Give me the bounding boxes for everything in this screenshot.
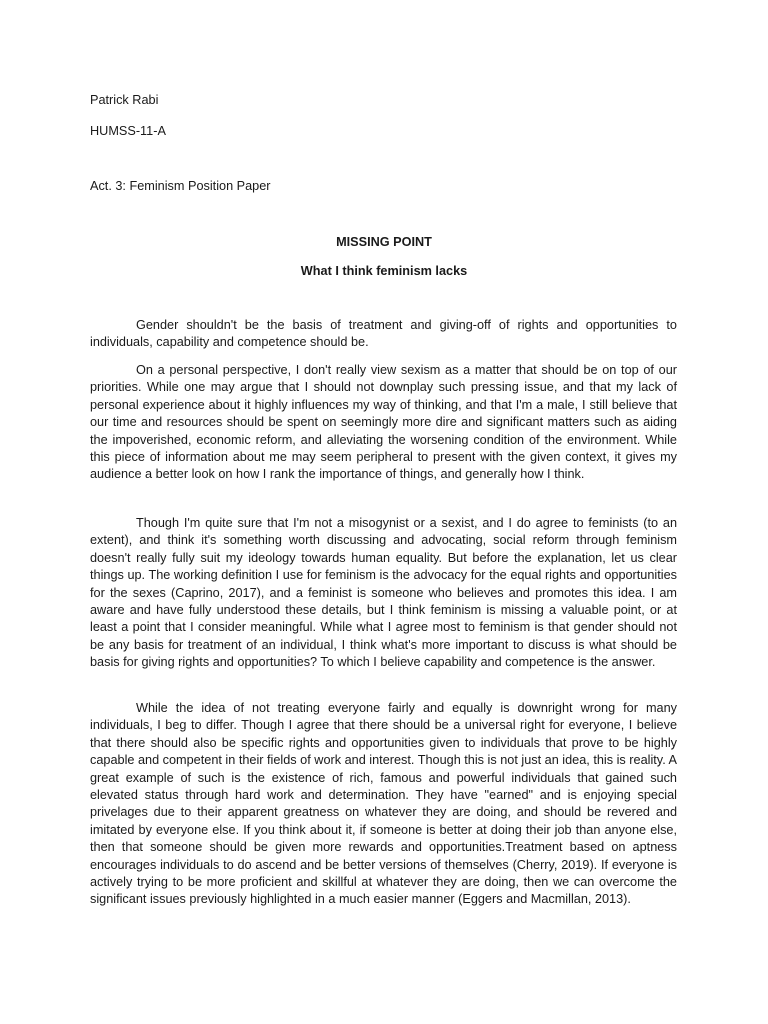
paper-title: MISSING POINT (336, 235, 432, 249)
class-section: HUMSS-11-A (90, 124, 166, 138)
paper-subtitle: What I think feminism lacks (300, 264, 468, 278)
body-paragraph: Gender shouldn't be the basis of treatment and giving-off of rights and opportunities to individuals, capability and competence should be. (90, 318, 677, 350)
author-name: Patrick Rabi (90, 93, 159, 107)
activity-title: Act. 3: Feminism Position Paper (90, 179, 271, 193)
body-paragraph: On a personal perspective, I don't really view sexism as a matter that should be on top of our priorities. While one may argue that I should not downplay such pressing issue, and that my lack of personal experience about it highly influences my way of thinking, and that I'm a male, I still believe that our time and resources should be spent on seemingly more dire and significant matters such as aiding the impoverished, economic reform, and alleviating the worsening condition of the environment. While this piece of information about me may seem peripheral to present with the given context, it gives my audience a better look on how I rank the importance of things, and generally how I think. (90, 363, 677, 482)
body-paragraph: While the idea of not treating everyone fairly and equally is downright wrong for many individuals, I beg to differ. Though I agree that there should be a universal right for everyone, I believe that there should also be specific rights and opportunities given to individuals that prove to be highly capable and competent in their fields of work and interest. Though this is not just an idea, this is reality. A great example of such is the existence of rich, famous and powerful individuals that gained such elevated status through hard work and determination. They have "earned" and is enjoying special privelages due to their apparent greatness on whatever they are doing, and should be revered and imitated by everyone else. If you think about it, if someone is better at doing their job than anyone else, then that someone should be given more rewards and opportunities.Treatment based on aptness encourages individuals to do ascend and be better versions of themselves (Cherry, 2019). If everyone is actively trying to be more proficient and skillful at whatever they are doing, then we can overcome the significant issues previously highlighted in a much easier manner (Eggers and Macmillan, 2013). (90, 701, 678, 907)
body-paragraph: Though I'm quite sure that I'm not a misogynist or a sexist, and I do agree to feminists (to an extent), and think it's something worth discussing and advocating, social reform through feminism doesn't really fully suit my ideology towards human equality. But before the explanation, let us clear things up. The working definition I use for feminism is the advocacy for the equal rights and opportunities for the sexes (Caprino, 2017), and a feminist is someone who believes and promotes this idea. I am aware and have fully understood these details, but I think feminism is missing a valuable point, or at least a point that I consider meaningful. While what I agree most to feminism is that gender should not be any basis for treatment of an individual, I think what's more important to discuss is what should be basis for giving rights and opportunities? To which I believe capability and competence is the answer. (90, 516, 677, 670)
